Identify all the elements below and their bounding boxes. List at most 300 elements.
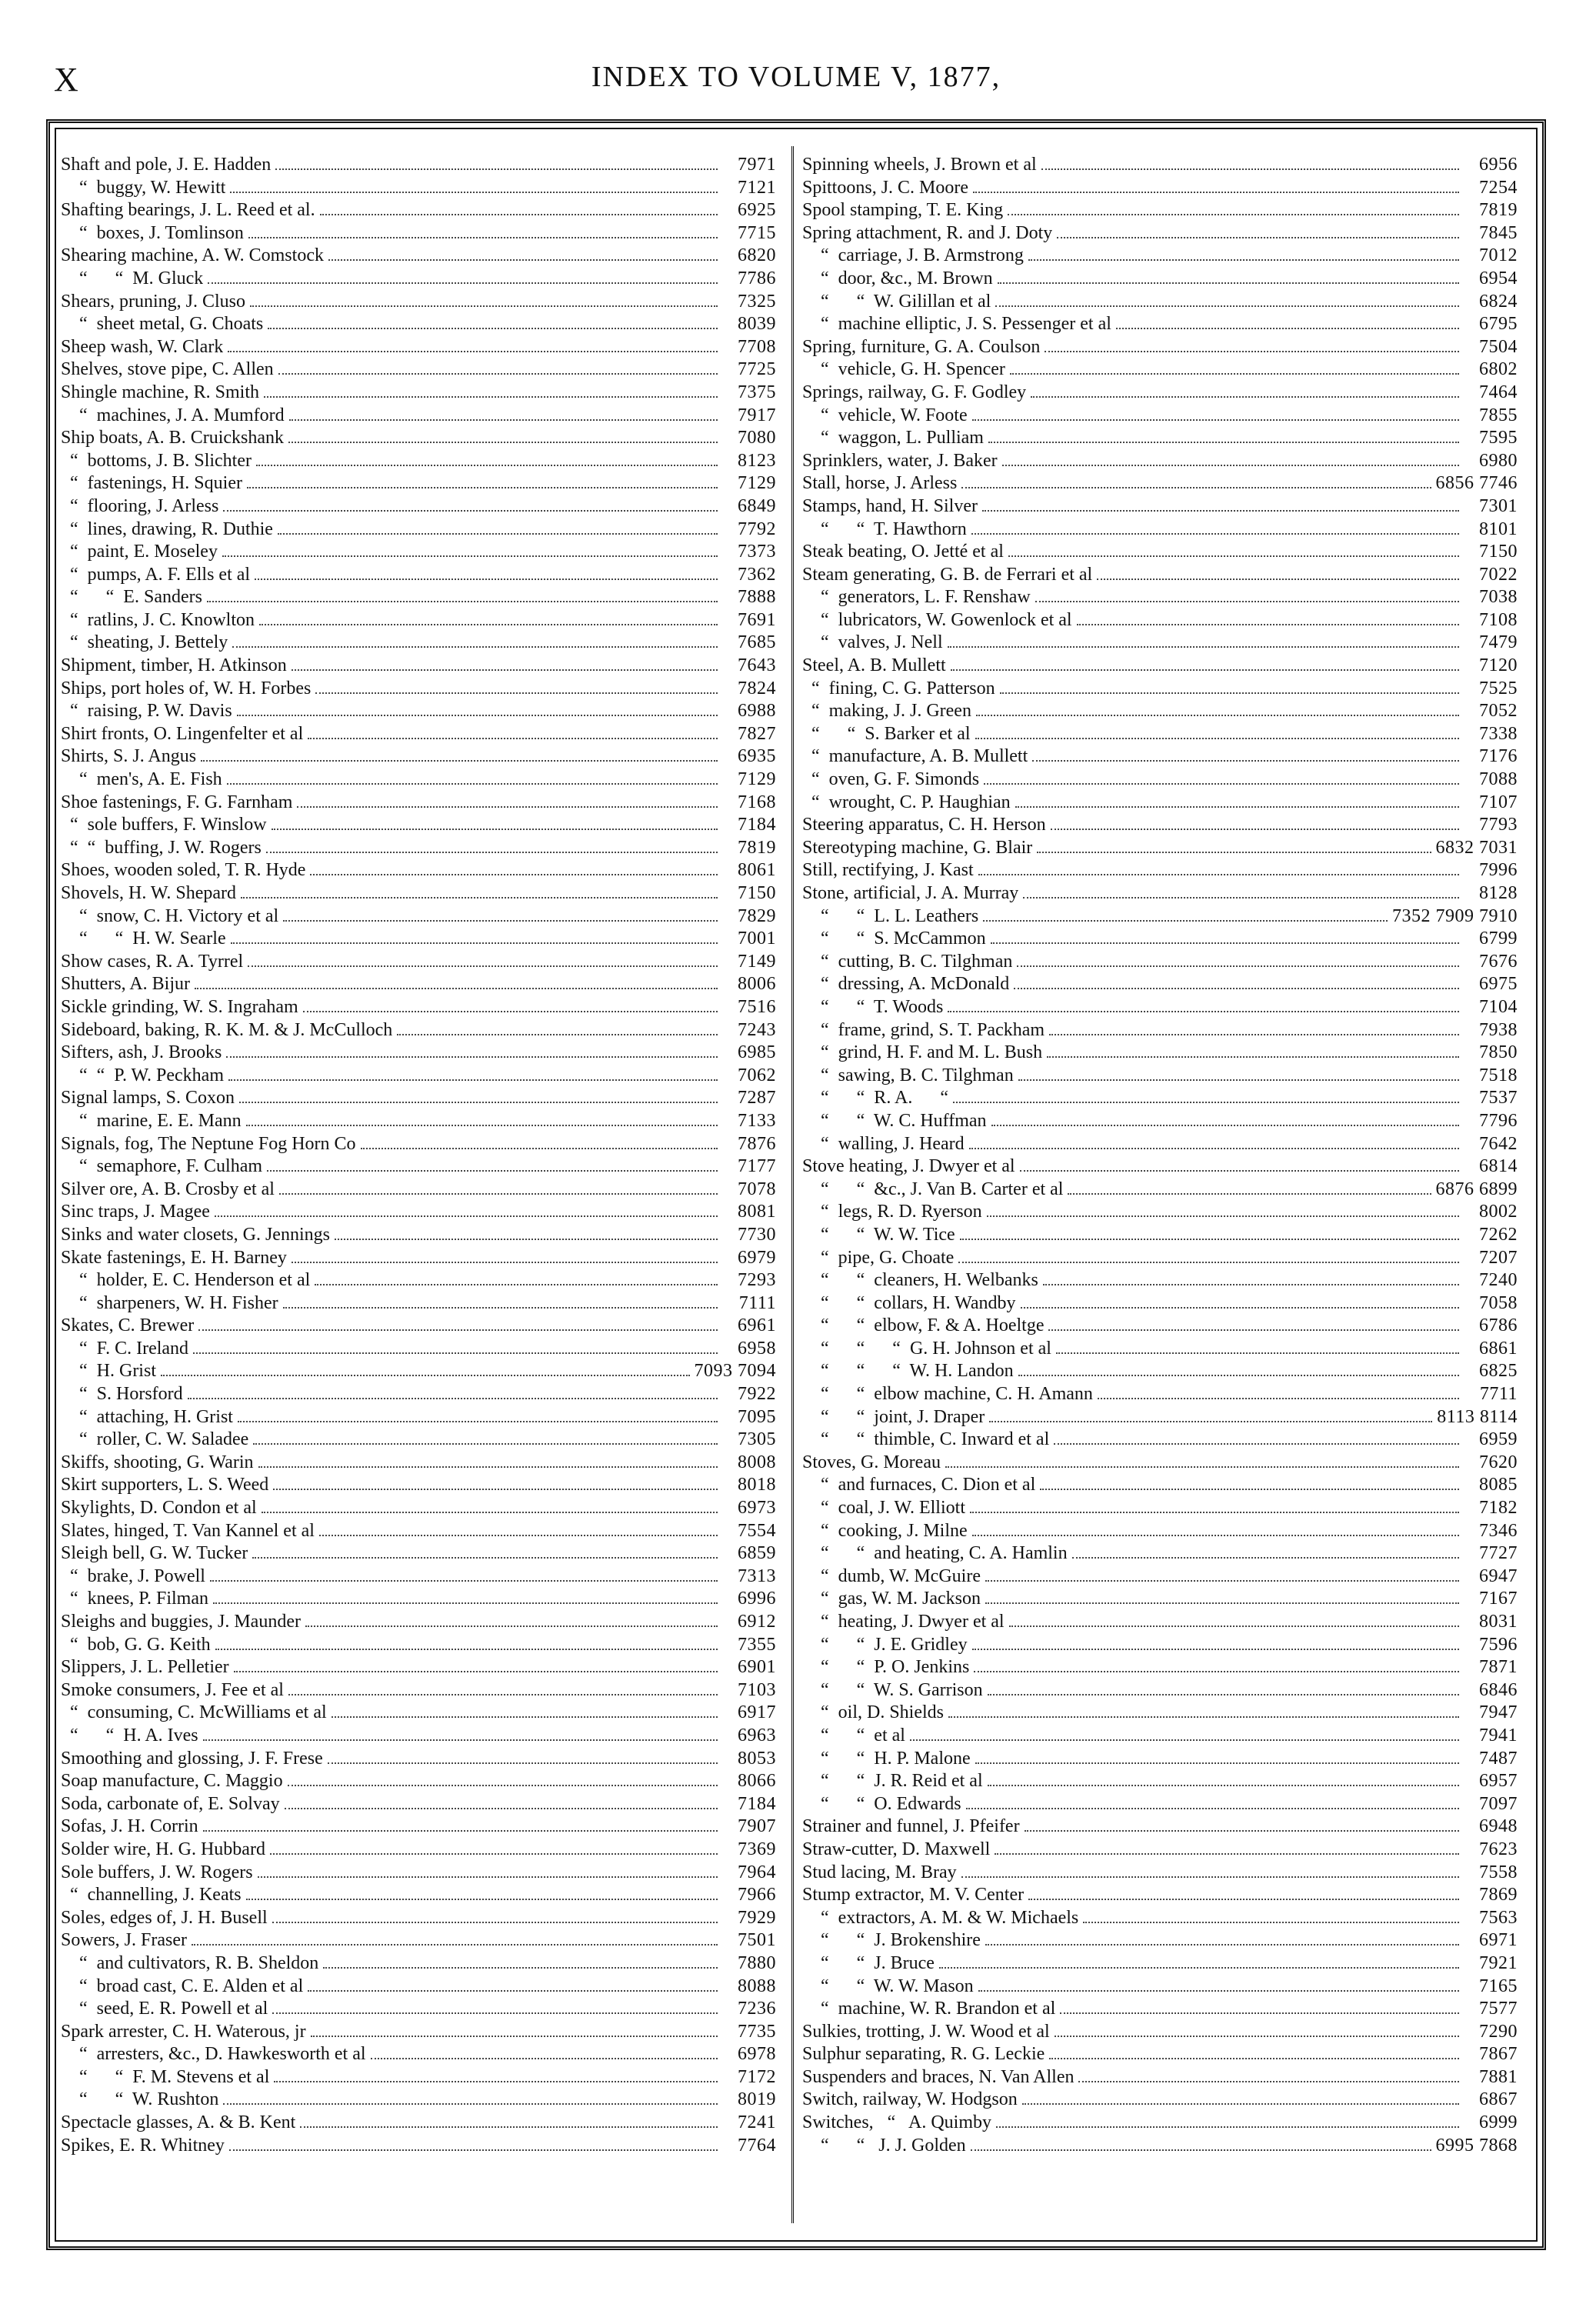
entry-page-number: 6901 <box>738 1657 776 1678</box>
entry-page-number: 7827 <box>738 723 776 744</box>
entry-page-number: 7685 <box>738 632 776 653</box>
index-entry <box>802 745 1518 769</box>
entry-page-number: 7921 <box>1479 1952 1518 1973</box>
entry-page-number: 7996 <box>1479 860 1518 881</box>
dot-leader <box>397 1034 718 1035</box>
index-entry <box>802 1360 1518 1383</box>
index-entry <box>802 1520 1518 1543</box>
entry-page-number: 8123 <box>738 450 776 471</box>
index-entry <box>802 2021 1518 2044</box>
entry-page-number: 7103 <box>738 1679 776 1700</box>
entry-subject: Soles, edges of, J. H. Busell <box>61 1907 268 1928</box>
entry-page-number: 7243 <box>738 1019 776 1040</box>
index-entry <box>802 814 1518 837</box>
entry-subject: Sprinklers, water, J. Baker <box>802 450 998 471</box>
dot-leader <box>945 1466 1459 1468</box>
index-entry <box>61 1429 776 1452</box>
entry-page-number: 7796 <box>1479 1110 1518 1131</box>
entry-page-number: 7881 <box>1479 2066 1518 2087</box>
index-entry <box>802 1133 1518 1156</box>
entry-subject: Slippers, J. L. Pelletier <box>61 1657 229 1678</box>
entry-page-number: 6802 <box>1479 359 1518 380</box>
index-entry <box>61 1474 776 1497</box>
entry-page-number: 6859 <box>738 1543 776 1564</box>
dot-leader <box>978 874 1459 875</box>
entry-page-number: 7080 <box>738 428 776 448</box>
entry-page-number: 7504 <box>1479 336 1518 357</box>
page-letter: X <box>54 61 79 98</box>
dot-leader <box>1048 1329 1459 1331</box>
entry-subject: Shirt fronts, O. Lingenfelter et al <box>61 723 304 744</box>
index-entry <box>802 1087 1518 1110</box>
entry-subject: Steak beating, O. Jetté et al <box>802 542 1004 562</box>
entry-page-number: 7129 <box>738 769 776 790</box>
entry-page-number: 8006 <box>738 974 776 995</box>
entry-subject: Spool stamping, T. E. King <box>802 200 1004 221</box>
index-entry <box>802 1292 1518 1315</box>
entry-page-number: 6832 7031 <box>1435 837 1518 858</box>
entry-subject: “ valves, J. Nell <box>802 632 943 653</box>
dot-leader <box>223 2103 718 2105</box>
entry-page-number: 7346 <box>1479 1520 1518 1541</box>
entry-subject: “ dressing, A. McDonald <box>802 974 1010 995</box>
entry-page-number: 6849 <box>738 495 776 516</box>
dot-leader <box>1049 2058 1459 2059</box>
dot-leader <box>988 1785 1459 1786</box>
entry-subject: “ “ H. P. Malone <box>802 1748 971 1769</box>
entry-subject: Skylights, D. Condon et al <box>61 1498 257 1519</box>
dot-leader <box>264 396 718 398</box>
entry-subject: Skiffs, shooting, G. Warin <box>61 1452 254 1472</box>
entry-subject: “ raising, P. W. Davis <box>61 701 232 722</box>
index-entry <box>61 154 776 177</box>
entry-subject: “ “ M. Gluck <box>61 268 204 288</box>
entry-page-number: 8018 <box>738 1475 776 1495</box>
index-entry <box>61 495 776 518</box>
entry-subject: “ flooring, J. Arless <box>61 495 219 516</box>
index-entry <box>802 1065 1518 1088</box>
entry-page-number: 7293 <box>738 1270 776 1291</box>
entry-page-number: 7464 <box>1479 382 1518 402</box>
dot-leader <box>998 282 1459 284</box>
index-entry <box>61 951 776 974</box>
entry-subject: Signal lamps, S. Coxon <box>61 1088 235 1109</box>
entry-subject: “ “ W. S. Garrison <box>802 1679 983 1700</box>
entry-page-number: 7111 <box>738 1292 776 1313</box>
page-header <box>46 60 1546 98</box>
entry-page-number: 7964 <box>738 1862 776 1882</box>
dot-leader <box>278 533 718 535</box>
dot-leader <box>213 1602 718 1604</box>
entry-page-number: 7691 <box>738 609 776 630</box>
dot-leader <box>1000 692 1459 694</box>
index-entry <box>802 1998 1518 2021</box>
entry-page-number: 7093 7094 <box>694 1361 776 1382</box>
entry-subject: “ grind, H. F. and M. L. Bush <box>802 1042 1043 1063</box>
entry-page-number: 6975 <box>1479 974 1518 995</box>
dot-leader <box>208 282 718 284</box>
index-entry <box>802 154 1518 177</box>
dot-leader <box>222 555 718 557</box>
index-entry <box>61 222 776 245</box>
index-entry <box>61 837 776 860</box>
entry-page-number: 7241 <box>738 2112 776 2133</box>
index-entry <box>802 1542 1518 1565</box>
entry-subject: “ H. Grist <box>61 1361 156 1382</box>
entry-page-number: 7184 <box>738 815 776 835</box>
entry-subject: Shirts, S. J. Angus <box>61 746 197 767</box>
index-entry <box>802 723 1518 746</box>
index-entry <box>61 1611 776 1634</box>
entry-page-number: 7095 <box>738 1406 776 1427</box>
entry-subject: “ “ H. W. Searle <box>61 929 226 949</box>
index-entry <box>802 1634 1518 1657</box>
entry-subject: Stove heating, J. Dwyer et al <box>802 1156 1015 1177</box>
entry-subject: “ coal, J. W. Elliott <box>802 1498 965 1519</box>
index-entry <box>61 723 776 746</box>
dot-leader <box>238 1421 718 1422</box>
entry-page-number: 6979 <box>738 1247 776 1268</box>
entry-page-number: 7730 <box>738 1224 776 1245</box>
entry-page-number: 6959 <box>1479 1429 1518 1450</box>
entry-page-number: 6958 <box>738 1338 776 1359</box>
entry-subject: “ “ J. R. Reid et al <box>802 1771 983 1792</box>
index-entry <box>802 1839 1518 1862</box>
index-entry <box>802 382 1518 405</box>
entry-page-number: 7097 <box>1479 1793 1518 1814</box>
dot-leader <box>985 1580 1459 1582</box>
index-entry <box>802 1383 1518 1406</box>
entry-page-number: 6820 <box>738 245 776 266</box>
index-entry <box>61 199 776 222</box>
entry-subject: Solder wire, H. G. Hubbard <box>61 1839 265 1859</box>
entry-page-number: 7168 <box>738 792 776 812</box>
index-entry <box>802 2112 1518 2135</box>
index-column-right <box>802 154 1518 2157</box>
dot-leader <box>328 259 718 261</box>
dot-leader <box>161 1375 690 1376</box>
entry-subject: “ “ E. Sanders <box>61 587 202 608</box>
dot-leader <box>267 1170 718 1172</box>
entry-page-number: 7938 <box>1479 1019 1518 1040</box>
dot-leader <box>226 1056 718 1058</box>
index-entry <box>61 1452 776 1475</box>
dot-leader <box>258 1876 718 1878</box>
entry-subject: Sole buffers, J. W. Rogers <box>61 1862 253 1882</box>
entry-page-number: 7182 <box>1479 1498 1518 1519</box>
dot-leader <box>975 738 1459 739</box>
entry-subject: Skates, C. Brewer <box>61 1315 195 1336</box>
entry-page-number: 8019 <box>738 2089 776 2110</box>
entry-subject: Sifters, ash, J. Brooks <box>61 1042 222 1063</box>
entry-subject: “ sheating, J. Bettely <box>61 632 228 653</box>
entry-page-number: 7487 <box>1479 1748 1518 1769</box>
index-entry <box>802 1019 1518 1042</box>
entry-subject: Sideboard, baking, R. K. M. & J. McCulloch <box>61 1019 393 1040</box>
entry-subject: Skirt supporters, L. S. Weed <box>61 1475 269 1495</box>
index-entry <box>61 609 776 632</box>
entry-subject: “ oil, D. Shields <box>802 1702 944 1723</box>
entry-page-number: 7167 <box>1479 1589 1518 1609</box>
entry-page-number: 7867 <box>1479 2044 1518 2065</box>
index-entry <box>61 1998 776 2021</box>
index-entry <box>802 2043 1518 2066</box>
index-entry <box>802 1793 1518 1816</box>
dot-leader <box>961 1876 1459 1878</box>
dot-leader <box>988 442 1459 443</box>
index-entry <box>61 313 776 336</box>
entry-subject: “ making, J. J. Green <box>802 701 971 722</box>
index-entry <box>802 222 1518 245</box>
index-entry <box>802 1702 1518 1725</box>
entry-subject: “ “ W. W. Mason <box>802 1976 974 1996</box>
dot-leader <box>989 1421 1432 1422</box>
entry-subject: Sleighs and buggies, J. Maunder <box>61 1612 301 1632</box>
entry-subject: “ machine, W. R. Brandon et al <box>802 1999 1056 2019</box>
entry-page-number: 6980 <box>1479 450 1518 471</box>
entry-subject: Suspenders and braces, N. Van Allen <box>802 2066 1075 2087</box>
index-entry <box>61 1520 776 1543</box>
dot-leader <box>315 692 718 694</box>
dot-leader <box>970 1512 1459 1513</box>
dot-leader <box>984 783 1459 785</box>
dot-leader <box>247 487 718 488</box>
entry-page-number: 7855 <box>1479 405 1518 425</box>
index-entry <box>61 655 776 678</box>
index-entry <box>802 882 1518 905</box>
entry-page-number: 7786 <box>738 268 776 288</box>
entry-subject: “ roller, C. W. Saladee <box>61 1429 249 1450</box>
entry-page-number: 6995 7868 <box>1435 2135 1518 2156</box>
entry-subject: “ men's, A. E. Fish <box>61 769 222 790</box>
entry-subject: “ “ W. C. Huffman <box>802 1110 987 1131</box>
index-entry <box>61 928 776 951</box>
entry-subject: Shoes, wooden soled, T. R. Hyde <box>61 860 306 881</box>
dot-leader <box>1037 852 1431 853</box>
dot-leader <box>1054 1443 1459 1445</box>
entry-subject: Shingle machine, R. Smith <box>61 382 259 402</box>
entry-page-number: 8002 <box>1479 1202 1518 1222</box>
entry-subject: “ machines, J. A. Mumford <box>61 405 285 425</box>
dot-leader <box>283 1307 718 1309</box>
index-entry <box>802 1748 1518 1771</box>
entry-page-number: 7676 <box>1479 951 1518 972</box>
index-entry <box>802 518 1518 542</box>
entry-subject: “ channelling, J. Keats <box>61 1885 242 1906</box>
entry-page-number: 7150 <box>738 883 776 903</box>
index-entry <box>61 586 776 609</box>
dot-leader <box>1031 396 1459 398</box>
entry-page-number: 6925 <box>738 200 776 221</box>
entry-page-number: 7369 <box>738 1839 776 1859</box>
index-entry <box>61 745 776 769</box>
index-entry <box>61 1315 776 1338</box>
entry-page-number: 7735 <box>738 2021 776 2042</box>
dot-leader <box>303 1011 718 1012</box>
dot-leader <box>289 419 718 421</box>
dot-leader <box>275 168 718 170</box>
index-entry <box>802 541 1518 564</box>
dot-leader <box>1028 1899 1459 1900</box>
entry-subject: Skate fastenings, E. H. Barney <box>61 1247 287 1268</box>
entry-page-number: 7373 <box>738 542 776 562</box>
dot-leader <box>292 1262 718 1263</box>
dot-leader <box>246 1899 718 1900</box>
index-entry <box>61 405 776 428</box>
entry-subject: “ knees, P. Filman <box>61 1589 208 1609</box>
entry-subject: Soap manufacture, C. Maggio <box>61 1771 283 1792</box>
index-entry <box>802 1452 1518 1475</box>
entry-subject: Switch, railway, W. Hodgson <box>802 2089 1018 2110</box>
entry-subject: Straw-cutter, D. Maxwell <box>802 1839 991 1859</box>
entry-page-number: 7708 <box>738 336 776 357</box>
entry-page-number: 8088 <box>738 1976 776 1996</box>
entry-page-number: 6978 <box>738 2044 776 2065</box>
index-entry <box>802 1247 1518 1270</box>
entry-page-number: 6917 <box>738 1702 776 1723</box>
dot-leader <box>1021 1307 1459 1309</box>
dot-leader <box>207 601 718 602</box>
entry-page-number: 6825 <box>1479 1361 1518 1382</box>
index-entry <box>802 450 1518 473</box>
index-entry <box>802 199 1518 222</box>
entry-subject: “ paint, E. Moseley <box>61 542 218 562</box>
index-entry <box>802 1155 1518 1179</box>
entry-page-number: 8039 <box>738 314 776 335</box>
entry-subject: “ “ et al <box>802 1725 905 1746</box>
index-entry <box>61 1952 776 1976</box>
dot-leader <box>279 1193 718 1195</box>
dot-leader <box>227 783 718 785</box>
dot-leader <box>948 646 1459 648</box>
index-entry <box>61 1929 776 1952</box>
entry-subject: “ “ W. W. Tice <box>802 1224 955 1245</box>
index-entry <box>61 1406 776 1429</box>
index-entry <box>802 495 1518 518</box>
entry-subject: Spikes, E. R. Whitney <box>61 2135 225 2156</box>
dot-leader <box>272 1922 718 1923</box>
entry-subject: “ “ T. Hawthorn <box>802 518 967 539</box>
dot-leader <box>262 1512 718 1513</box>
dot-leader <box>910 1739 1459 1741</box>
index-entry <box>802 427 1518 450</box>
index-entry <box>802 700 1518 723</box>
entry-page-number: 7479 <box>1479 632 1518 653</box>
dot-leader <box>1017 965 1459 967</box>
index-entry <box>61 1360 776 1383</box>
index-entry <box>802 1565 1518 1589</box>
entry-subject: “ “ R. A. “ <box>802 1088 948 1109</box>
dot-leader <box>215 1215 718 1217</box>
entry-subject: “ consuming, C. McWilliams et al <box>61 1702 327 1723</box>
index-entry <box>61 1565 776 1589</box>
entry-page-number: 7888 <box>738 587 776 608</box>
dot-leader <box>268 328 718 329</box>
index-entry <box>802 1952 1518 1976</box>
dot-leader <box>1055 2036 1459 2037</box>
entry-page-number: 7012 <box>1479 245 1518 266</box>
dot-leader <box>983 920 1388 922</box>
index-entry <box>61 1634 776 1657</box>
index-entry <box>61 1839 776 1862</box>
entry-subject: Signals, fog, The Neptune Fog Horn Co <box>61 1133 356 1154</box>
index-entry <box>61 792 776 815</box>
entry-subject: Strainer and funnel, J. Pfeifer <box>802 1816 1020 1837</box>
entry-page-number: 7108 <box>1479 609 1518 630</box>
entry-subject: “ pumps, A. F. Ells et al <box>61 564 251 585</box>
entry-page-number: 7917 <box>738 405 776 425</box>
entry-subject: “ “ J. J. Golden <box>802 2135 966 2156</box>
entry-page-number: 7563 <box>1479 1907 1518 1928</box>
entry-subject: “ arresters, &c., D. Hawkesworth et al <box>61 2044 366 2065</box>
entry-subject: Soda, carbonate of, E. Solvay <box>61 1793 280 1814</box>
entry-subject: “ fastenings, H. Squier <box>61 473 242 494</box>
index-entry <box>61 427 776 450</box>
entry-page-number: 8101 <box>1479 518 1518 539</box>
entry-subject: “ manufacture, A. B. Mullett <box>802 746 1028 767</box>
dot-leader <box>252 1557 718 1559</box>
index-entry <box>61 2021 776 2044</box>
entry-page-number: 7133 <box>738 1110 776 1131</box>
index-entry <box>61 905 776 929</box>
dot-leader <box>308 1990 718 1992</box>
entry-subject: Springs, railway, G. F. Godley <box>802 382 1027 402</box>
dot-leader <box>203 1739 718 1741</box>
entry-subject: “ gas, W. M. Jackson <box>802 1589 981 1609</box>
index-entry <box>802 313 1518 336</box>
entry-subject: “ lubricators, W. Gowenlock et al <box>802 609 1072 630</box>
entry-page-number: 7642 <box>1479 1133 1518 1154</box>
entry-page-number: 7871 <box>1479 1657 1518 1678</box>
index-entry <box>61 336 776 359</box>
entry-page-number: 7525 <box>1479 678 1518 699</box>
entry-subject: “ “ joint, J. Draper <box>802 1406 985 1427</box>
dot-leader <box>230 192 718 193</box>
entry-subject: Stereotyping machine, G. Blair <box>802 837 1033 858</box>
entry-page-number: 7792 <box>738 518 776 539</box>
index-entry <box>802 1497 1518 1520</box>
index-entry <box>802 1656 1518 1679</box>
index-entry <box>802 405 1518 428</box>
entry-subject: Sulkies, trotting, J. W. Wood et al <box>802 2021 1050 2042</box>
index-entry <box>61 1133 776 1156</box>
entry-page-number: 7129 <box>738 473 776 494</box>
dot-leader <box>1077 624 1459 625</box>
entry-page-number: 7516 <box>738 996 776 1017</box>
dot-leader <box>258 1466 718 1468</box>
dot-leader <box>961 487 1431 488</box>
dot-leader <box>969 1148 1459 1149</box>
entry-page-number: 6956 <box>1479 155 1518 175</box>
entry-subject: “ “ L. L. Leathers <box>802 905 979 926</box>
index-entry <box>61 1748 776 1771</box>
entry-subject: Spinning wheels, J. Brown et al <box>802 155 1037 175</box>
entry-page-number: 7518 <box>1479 1065 1518 1085</box>
entry-page-number: 7165 <box>1479 1976 1518 1996</box>
dot-leader <box>335 1239 718 1240</box>
dot-leader <box>951 669 1459 671</box>
entry-subject: “ attaching, H. Grist <box>61 1406 233 1427</box>
entry-page-number: 7819 <box>1479 200 1518 221</box>
entry-subject: “ “ cleaners, H. Welbanks <box>802 1270 1038 1291</box>
entry-subject: Shovels, H. W. Shepard <box>61 883 236 903</box>
entry-page-number: 7537 <box>1479 1088 1518 1109</box>
dot-leader <box>1078 2081 1459 2082</box>
index-entry <box>802 1770 1518 1793</box>
entry-subject: “ frame, grind, S. T. Packham <box>802 1019 1045 1040</box>
dot-leader <box>975 1762 1459 1764</box>
index-entry <box>802 1110 1518 1133</box>
